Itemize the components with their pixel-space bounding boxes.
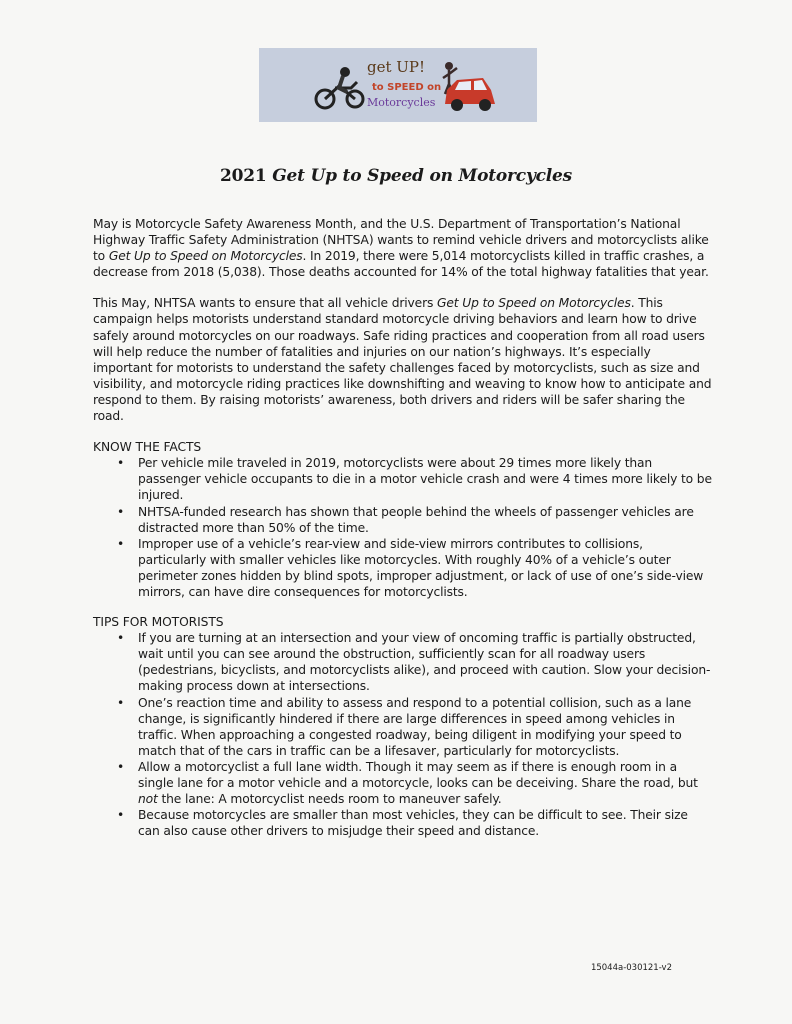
list-item: • Because motorcycles are smaller than most vehicles, they can be difficult to see. Their size can also cause other drivers to misjudge their speed and distance. bbox=[115, 807, 713, 839]
tip-italic: not bbox=[138, 792, 158, 807]
campaign-italic: Get Up to Speed on Motorcycles bbox=[437, 296, 631, 311]
tips-list bbox=[93, 630, 713, 839]
campaign-logo-banner bbox=[259, 48, 537, 122]
intro-paragraph bbox=[93, 216, 713, 280]
tips-heading: TIPS FOR MOTORISTS bbox=[93, 615, 224, 630]
intro-italic: Get Up to Speed on Motorcycles bbox=[108, 249, 303, 264]
document-title bbox=[0, 166, 792, 186]
list-item: • Improper use of a vehicle’s rear-view and side-view mirrors contributes to collisions, particularly with smaller vehicles like motorcycles. With roughly 40% of a vehicle’s outer perimeter zones hidden by blind spots, improper adjustment, or lack of use of one’s side-view mirrors, can have dire consequences for motorcyclists. bbox=[115, 536, 713, 600]
campaign-paragraph bbox=[93, 295, 713, 424]
intro-text-1: May is Motorcycle Safety Awareness Month, and the U.S. Department of Transportation’s National Highway Traffic Safety Administration (NHTSA) wants to remind vehicle drivers and motorcyclists alike to bbox=[93, 217, 709, 264]
campaign-text-2: . This campaign helps motorists understand standard motorcycle driving behaviors and learn how to drive safely around motorcycles on our roadways. Safe riding practices and cooperation from all road users will help reduce the number of fatalities and injuries on our nation’s highways. It’s especially important for motorists to understand the safety challenges faced by motorcyclists, such as size and visibility, and motorcycle riding practices like downshifting and weaving to know how to anticipate and respond to them. By raising motorists’ awareness, both drivers and riders will be safer sharing the road. bbox=[93, 296, 712, 424]
title-year: 2021 bbox=[219, 166, 273, 186]
logo-text-motorcycles: Motorcycles bbox=[367, 96, 436, 109]
document-body bbox=[93, 216, 713, 853]
campaign-logo bbox=[259, 48, 537, 122]
facts-list bbox=[93, 455, 713, 600]
campaign-text-1: This May, NHTSA wants to ensure that all vehicle drivers bbox=[93, 296, 437, 311]
list-item: • NHTSA-funded research has shown that people behind the wheels of passenger vehicles are distracted more than 50% of the time. bbox=[115, 504, 713, 536]
logo-text-getup: get UP! bbox=[367, 58, 426, 76]
tip-text-2: the lane: A motorcyclist needs room to maneuver safely. bbox=[157, 792, 502, 807]
tip-text-1: Allow a motorcyclist a full lane width. Though it may seem as if there is enough room in a single lane for a motor vehicle and a motorcycle, looks can be deceiving. Share the road, but bbox=[138, 759, 698, 790]
list-item: • One’s reaction time and ability to assess and respond to a potential collision, such as a lane change, is significantly hindered if there are large differences in speed among vehicles in traffic. When approaching a congested roadway, being diligent in modifying your speed to match that of the cars in traffic can be a lifesaver, particularly for motorcyclists. bbox=[115, 695, 713, 759]
intro-text-2: . In 2019, there were 5,014 motorcyclists killed in traffic crashes, a decrease from 2018 (5,038). Those deaths accounted for 14% of the total highway fatalities that year. bbox=[93, 249, 709, 280]
document-code: 15044a-030121-v2 bbox=[590, 963, 672, 973]
facts-heading: KNOW THE FACTS bbox=[93, 440, 202, 455]
list-item bbox=[115, 759, 713, 807]
title-campaign-name: Get Up to Speed on Motorcycles bbox=[272, 166, 573, 186]
list-item: • Per vehicle mile traveled in 2019, motorcyclists were about 29 times more likely than passenger vehicle occupants to die in a motor vehicle crash and were 4 times more likely to be injured. bbox=[115, 455, 713, 503]
list-item: • If you are turning at an intersection and your view of oncoming traffic is partially obstructed, wait until you can see around the obstruction, sufficiently scan for all roadway users (pedestrians, bicyclists, and motorcyclists alike), and proceed with caution. Slow your decision-making process down at intersections. bbox=[115, 630, 713, 694]
logo-text-speed: to SPEED on bbox=[372, 82, 442, 93]
